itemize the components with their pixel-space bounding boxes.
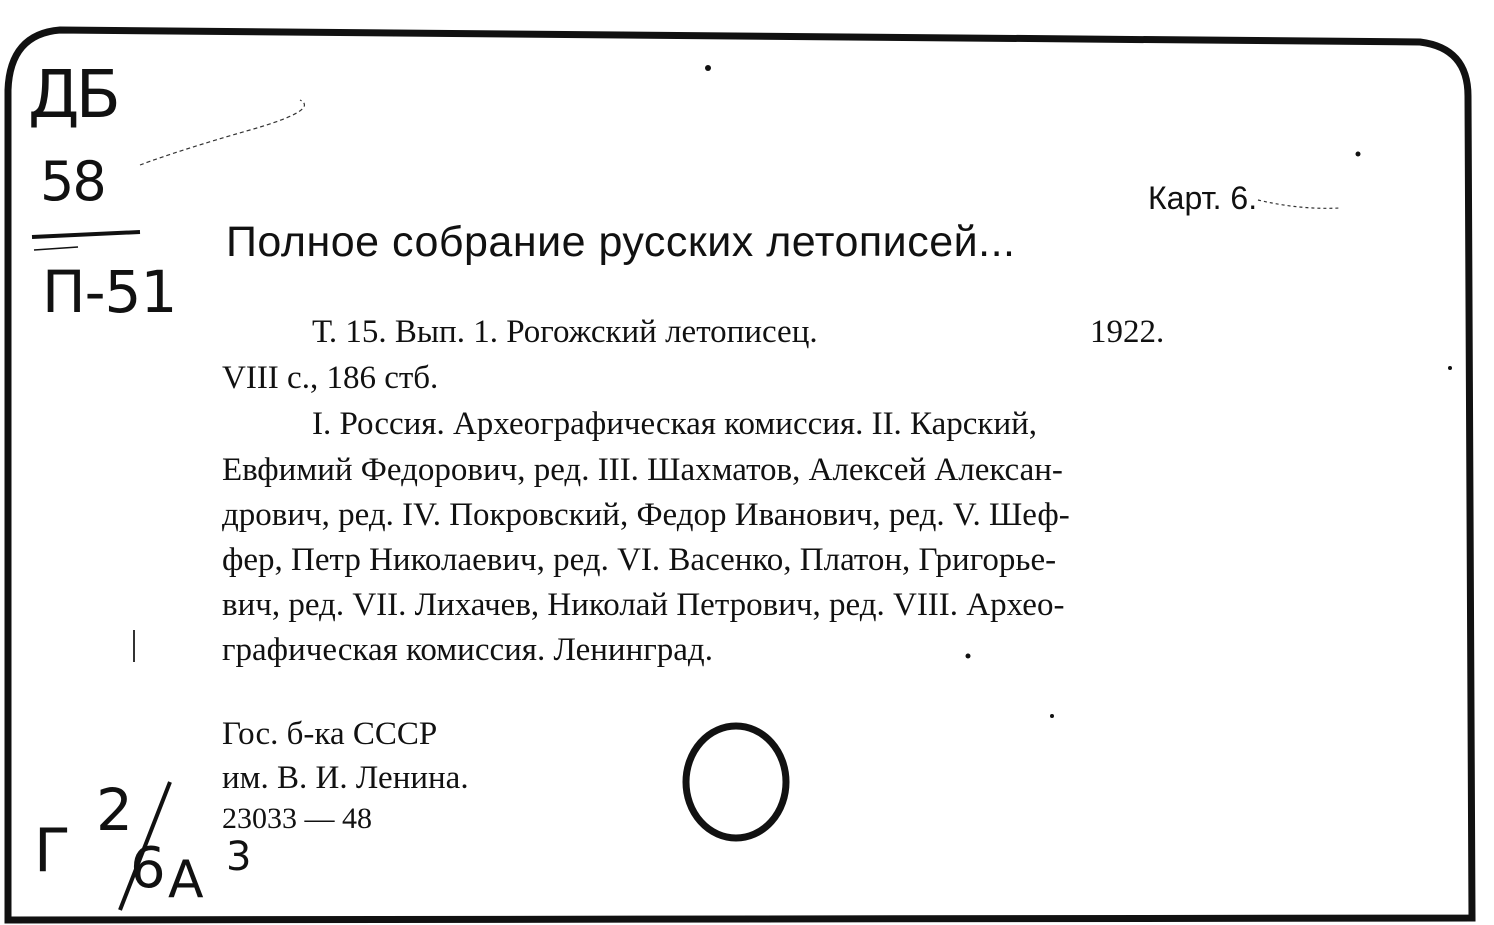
extent: VIII с., 186 стб. — [222, 360, 439, 396]
imprint-line: им. В. И. Ленина. — [222, 760, 469, 796]
bottom-suffix: А — [168, 850, 204, 910]
bottom-code: Г — [34, 816, 71, 886]
shelfmark-bottom: П-51 — [42, 258, 177, 326]
imprint-line: 23033 — 48 — [222, 802, 372, 835]
publication-year: 1922. — [1090, 314, 1165, 350]
volume-line: Т. 15. Вып. 1. Рогожский летописец. — [312, 314, 818, 350]
entry-line: графическая комиссия. Ленинград. — [222, 632, 713, 668]
shelfmark-number: 58 — [40, 150, 105, 213]
entry-line: I. Россия. Археографическая комиссия. II. Карский, — [312, 406, 1038, 442]
card-title: Полное собрание русских летописей... — [226, 218, 1016, 266]
bottom-superscript: 3 — [226, 834, 252, 880]
shelfmark-top: ДБ — [28, 56, 117, 133]
card-number: Карт. 6. — [1148, 180, 1258, 216]
entry-line: вич, ред. VII. Лихачев, Николай Петрович, ред. VIII. Архео- — [222, 587, 1065, 623]
imprint-line: Гос. б-ка СССР — [222, 716, 438, 752]
bottom-fraction-denominator: 6 — [130, 836, 166, 901]
circle-mark — [686, 726, 786, 838]
entry-line: дрович, ред. IV. Покровский, Федор Иванович, ред. V. Шеф- — [222, 497, 1070, 533]
entry-line: Евфимий Федорович, ред. III. Шахматов, Алексей Алексан- — [222, 452, 1063, 488]
bottom-fraction-numerator: 2 — [96, 776, 133, 844]
shelfmark-divider — [32, 232, 140, 237]
entry-line: фер, Петр Николаевич, ред. VI. Васенко, Платон, Григорье- — [222, 542, 1057, 578]
